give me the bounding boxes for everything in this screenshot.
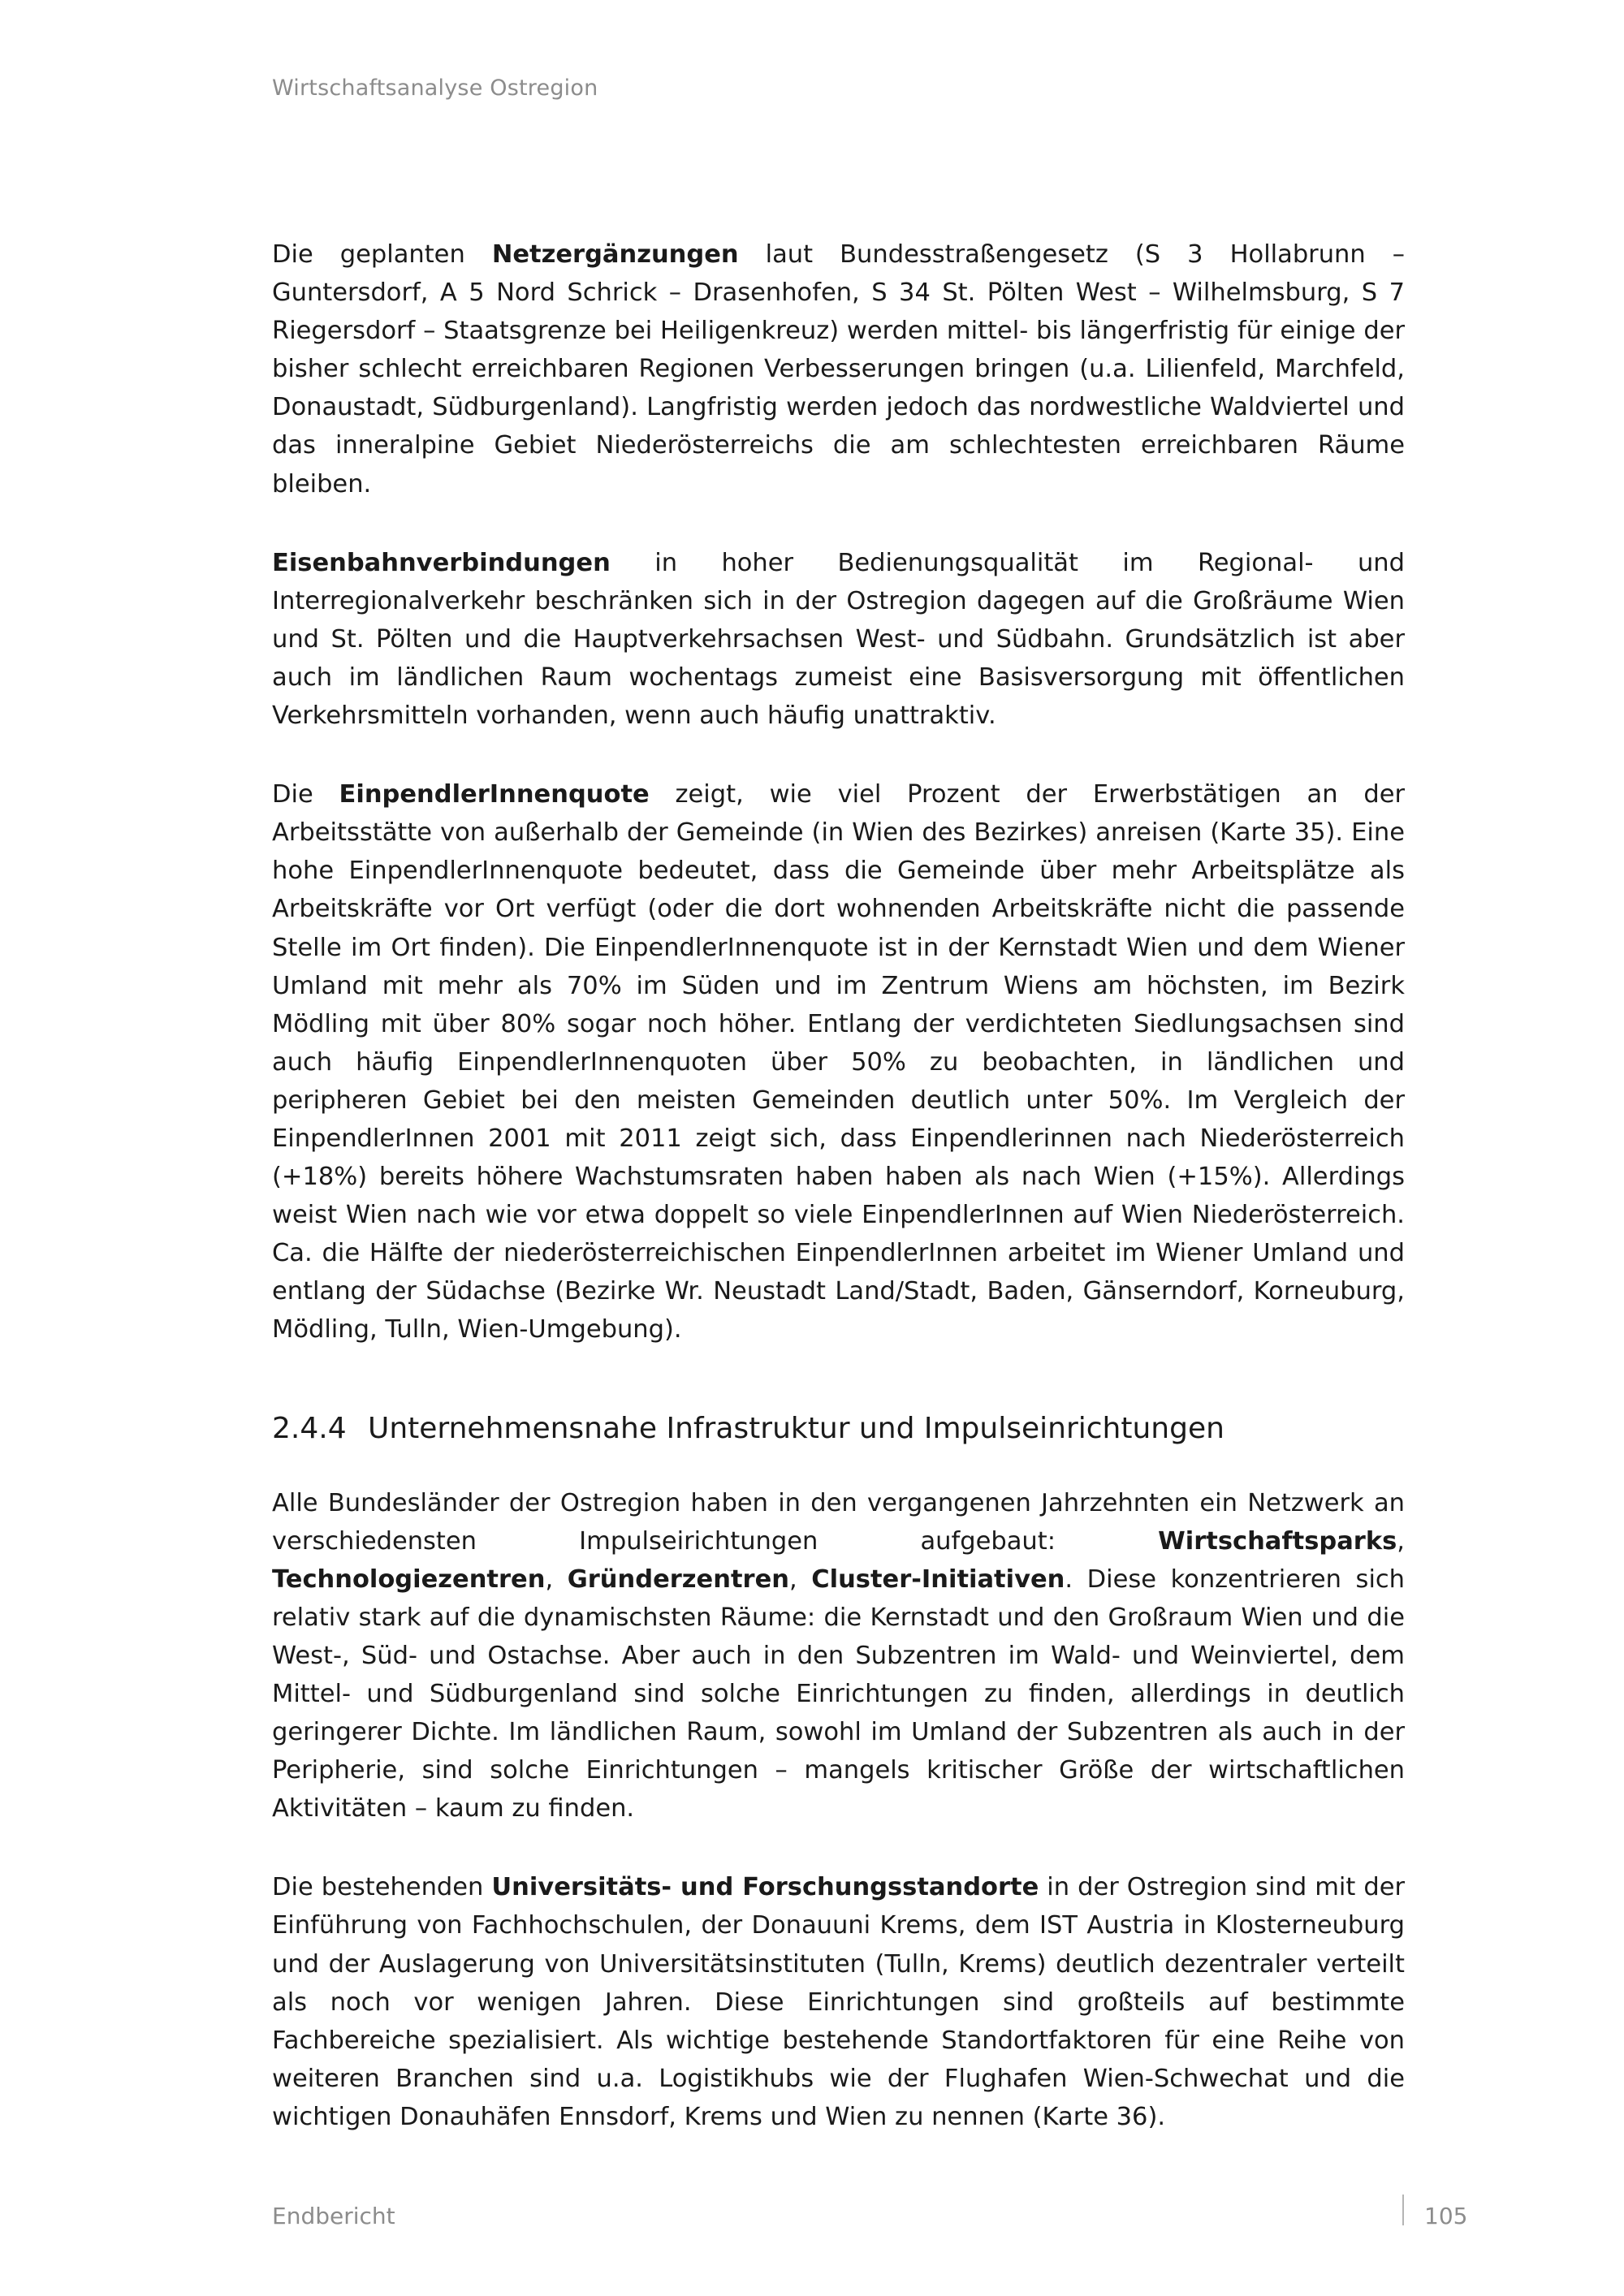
- bold-term-technologiezentren: Technologiezentren: [272, 1564, 546, 1594]
- paragraph-netzergaenzungen: [272, 235, 1405, 503]
- document-body: [272, 235, 1405, 2136]
- text-run: in der Ostregion sind mit der Einführung von Fachhochschulen, der Donauuni Krems, dem IST Austria in Klosterneuburg und der Auslagerung von Universitätsinstituten (Tulln, Krems) deutlich dezentraler verteilt als noch vor wenigen Jahren. Diese Einrichtungen sind großteils auf bestimmte Fachbereiche spezialisiert. Als wichtige bestehende Standortfaktoren für eine Reihe von weiteren Branchen sind u.a. Logistikhubs wie der Flughafen Wien-Schwechat und die wichtigen Donauhäfen Ennsdorf, Krems und Wien zu nennen (Karte 36).: [272, 1873, 1406, 2131]
- bold-term-universitaets-forschungsstandorte: Universitäts- und Forschungsstandorte: [491, 1873, 1039, 1902]
- paragraph-universitaetsstandorte: [272, 1868, 1405, 2136]
- bold-term-cluster-initiativen: Cluster-Initiativen: [811, 1564, 1065, 1594]
- section-number: 2.4.4: [272, 1411, 347, 1445]
- text-run: Die geplanten: [272, 240, 492, 269]
- bold-term-einpendlerinnenquote: EinpendlerInnenquote: [339, 780, 650, 809]
- text-run: ,: [788, 1564, 812, 1594]
- page-number: 105: [1424, 2203, 1468, 2229]
- section-title: Unternehmensnahe Infrastruktur und Impulseinrichtungen: [368, 1411, 1224, 1445]
- paragraph-eisenbahnverbindungen: [272, 544, 1405, 735]
- running-header: Wirtschaftsanalyse Ostregion: [272, 76, 598, 101]
- text-run: Alle Bundesländer der Ostregion haben in den vergangenen Jahrzehnten ein Netzwerk an verschiedensten Impulseirichtungen aufgebaut:: [272, 1488, 1405, 1556]
- text-run: Die: [272, 780, 339, 809]
- paragraph-einpendlerinnenquote: [272, 775, 1405, 1349]
- section-heading: [272, 1409, 1405, 1448]
- text-run: . Diese konzentrieren sich relativ stark auf die dynamischsten Räume: die Kernstadt und den Großraum Wien und die West-, Süd- und Ostachse. Aber auch in den Subzentren im Wald- und Weinviertel, dem Mittel- und Südburgenland sind solche Einrichtungen zu finden, allerdings in deutlich geringerer Dichte. Im ländlichen Raum, sowohl im Umland der Subzentren als auch in der Peripherie, sind solche Einrichtungen – mangels kritischer Größe der wirtschaftlichen Aktivitäten – kaum zu finden.: [272, 1564, 1406, 1823]
- footer-divider: [1402, 2195, 1404, 2225]
- text-run: zeigt, wie viel Prozent der Erwerbstätigen an der Arbeitsstätte von außerhalb der Gemeinde (in Wien des Bezirkes) anreisen (Karte 35). Eine hohe EinpendlerInnenquote bedeutet, dass die Gemeinde über mehr Arbeitsplätze als Arbeitskräfte vor Ort verfügt (oder die dort wohnenden Arbeitskräfte nicht die passende Stelle im Ort finden). Die EinpendlerInnenquote ist in der Kernstadt Wien und dem Wiener Umland mit mehr als 70% im Süden und im Zentrum Wiens am höchsten, im Bezirk Mödling mit über 80% sogar noch höher. Entlang der verdichteten Siedlungsachsen sind auch häufig EinpendlerInnenquoten über 50% zu beobachten, in ländlichen und peripheren Gebiet bei den meisten Gemeinden deutlich unter 50%. Im Vergleich der EinpendlerInnen 2001 mit 2011 zeigt sich, dass Einpendlerinnen nach Niederösterreich (+18%) bereits höhere Wachstumsraten haben haben als nach Wien (+15%). Allerdings weist Wien nach wie vor etwa doppelt so viele EinpendlerInnen auf Wien Niederösterreich. Ca. die Hälfte der niederösterreichischen EinpendlerInnen arbeitet im Wiener Umland und entlang der Südachse (Bezirke Wr. Neustadt Land/Stadt, Baden, Gänserndorf, Korneuburg, Mödling, Tulln, Wien-Umgebung).: [272, 780, 1405, 1344]
- text-run: ,: [1397, 1526, 1405, 1556]
- text-run: Die bestehenden: [272, 1873, 492, 1902]
- text-run: ,: [545, 1564, 568, 1594]
- bold-term-gruenderzentren: Gründerzentren: [567, 1564, 789, 1594]
- text-run: laut Bundesstraßengesetz (S 3 Hollabrunn – Guntersdorf, A 5 Nord Schrick – Drasenhofen, S 34 St. Pölten West – Wilhelmsburg, S 7 Riegersdorf – Staatsgrenze bei Heiligenkreuz) werden mittel- bis längerfristig für einige der bisher schlecht erreichbaren Regionen Verbesserungen bringen (u.a. Lilienfeld, Marchfeld, Donaustadt, Südburgenland). Langfristig werden jedoch das nordwestliche Waldviertel und das inneralpine Gebiet Niederösterreichs die am schlechtesten erreichbaren Räume bleiben.: [272, 240, 1405, 498]
- bold-term-netzergaenzungen: Netzergänzungen: [491, 240, 739, 269]
- bold-term-eisenbahnverbindungen: Eisenbahnverbindungen: [272, 548, 611, 577]
- bold-term-wirtschaftsparks: Wirtschaftsparks: [1158, 1526, 1397, 1556]
- footer-label: Endbericht: [272, 2203, 395, 2229]
- text-run: in hoher Bedienungsqualität im Regional- und Interregionalverkehr beschränken sich in der Ostregion dagegen auf die Großräume Wien und St. Pölten und die Hauptverkehrsachsen West- und Südbahn. Grundsätzlich ist aber auch im ländlichen Raum wochentags zumeist eine Basisversorgung mit öffentlichen Verkehrsmitteln vorhanden, wenn auch häufig unattraktiv.: [272, 548, 1405, 731]
- paragraph-impulseinrichtungen: [272, 1484, 1405, 1828]
